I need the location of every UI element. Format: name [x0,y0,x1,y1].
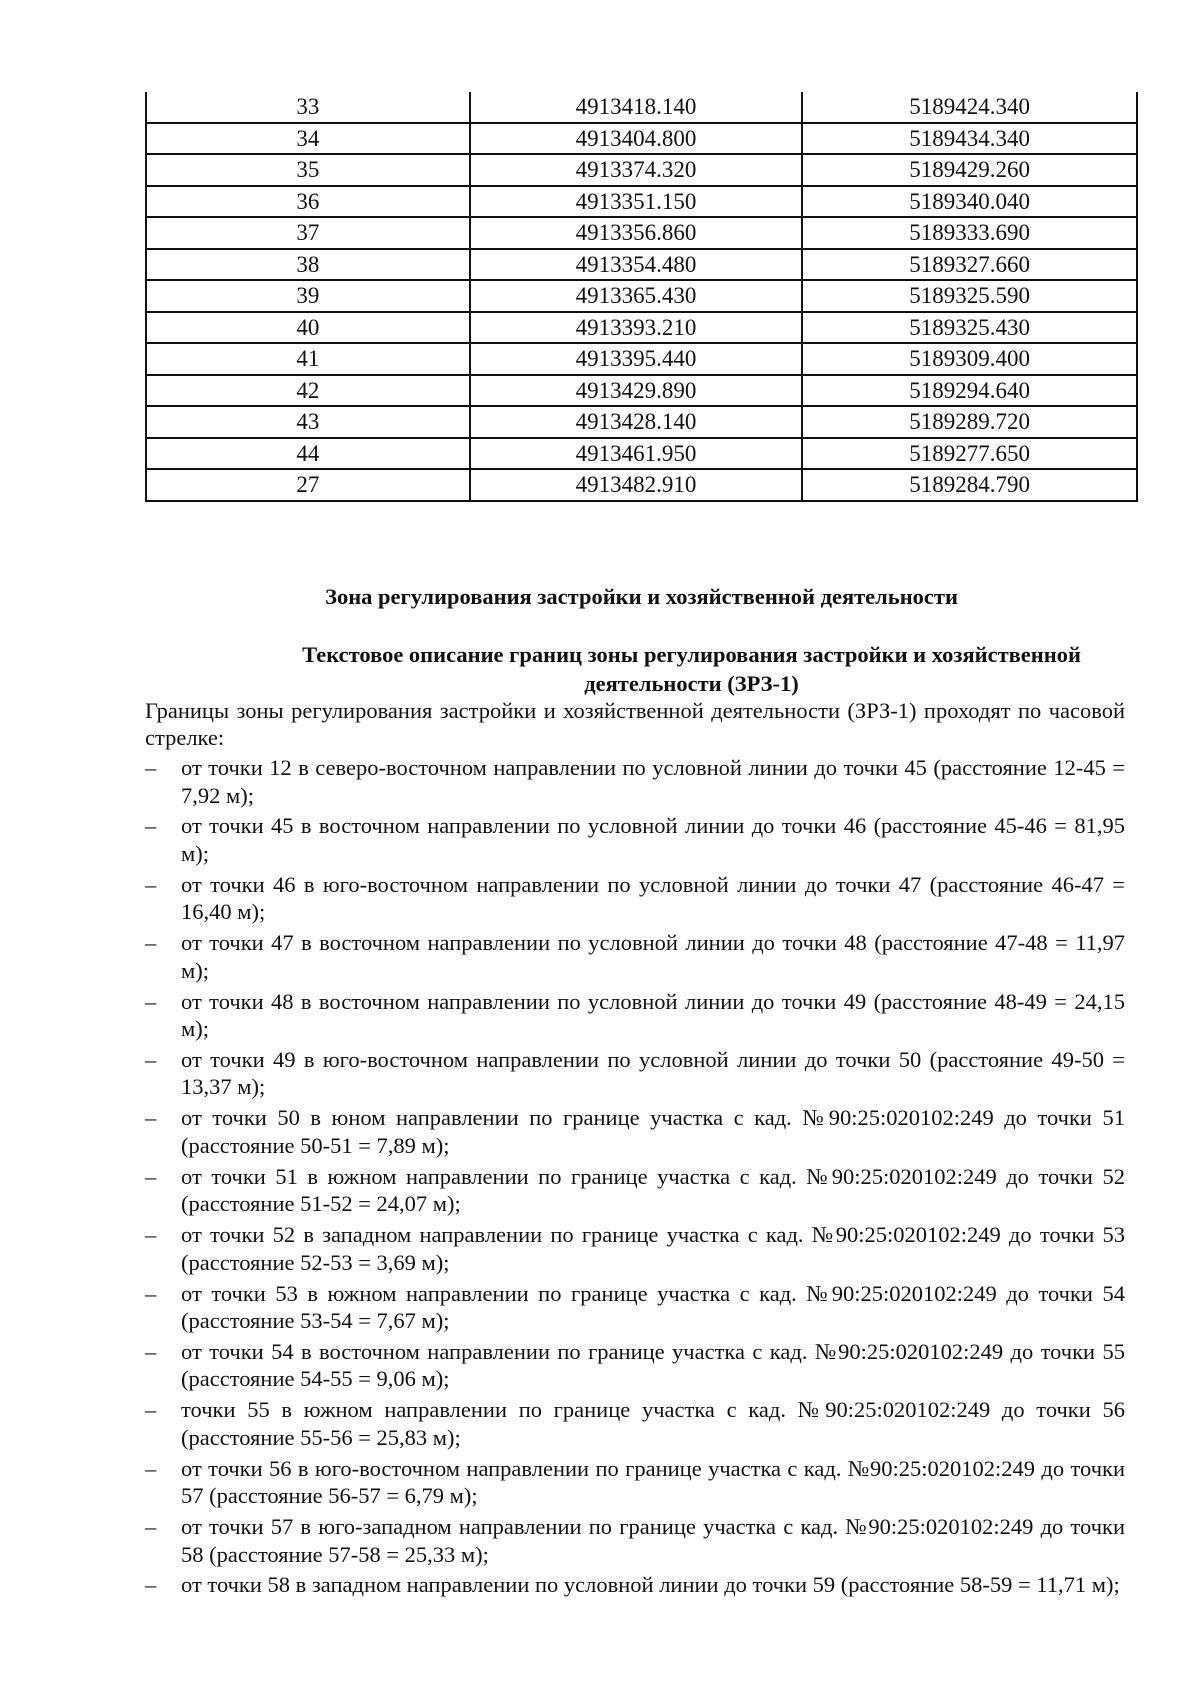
point-number-cell: 37 [146,217,470,249]
point-number-cell: 27 [146,469,470,501]
list-item [145,929,1125,984]
list-item [145,1221,1125,1276]
list-item [145,1396,1125,1451]
x-coordinate-cell: 4913428.140 [470,406,803,438]
list-item [145,1163,1125,1218]
dash-marker: – [145,1222,157,1248]
description-heading-line1: Текстовое описание границ зоны регулирования застройки и хозяйственной [302,642,1081,667]
intro-paragraph: Границы зоны регулирования застройки и хозяйственной деятельности (ЗРЗ-1) проходят по часовой стрелке: [145,698,1125,750]
x-coordinate-cell: 4913395.440 [470,343,803,375]
list-item [145,1104,1125,1159]
x-coordinate-cell: 4913404.800 [470,123,803,155]
list-item [145,988,1125,1043]
x-coordinate-cell: 4913356.860 [470,217,803,249]
x-coordinate-cell: 4913351.150 [470,186,803,218]
point-number-cell: 40 [146,312,470,344]
list-item [145,1280,1125,1335]
list-item-text: от точки 50 в юном направлении по границе участка с кад. №90:25:020102:249 до точки 51 (расстояние 50-51 = 7,89 м); [181,1105,1125,1158]
list-item-text: от точки 57 в юго-западном направлении по границе участка с кад. №90:25:020102:249 до точки 58 (расстояние 57-58 = 25,33 м); [181,1514,1125,1567]
point-number-cell: 35 [146,154,470,186]
list-item-text: от точки 47 в восточном направлении по условной линии до точки 48 (расстояние 47-48 = 11,97 м); [181,930,1125,983]
table-row [146,186,1137,218]
table-row [146,343,1137,375]
boundary-description-list [145,754,1125,1602]
list-item [145,1455,1125,1510]
list-item-text: от точки 51 в южном направлении по границе участка с кад. №90:25:020102:249 до точки 52 (расстояние 51-52 = 24,07 м); [181,1163,1125,1217]
list-item-text: от точки 45 в восточном направлении по условной линии до точки 46 (расстояние 45-46 = 81,95 м); [181,813,1125,866]
point-number-cell: 38 [146,249,470,281]
table-row [146,438,1137,470]
dash-marker: – [145,1572,157,1598]
point-number-cell: 44 [146,438,470,470]
list-item-text: от точки 56 в юго-восточном направлении по границе участка с кад. №90:25:020102:249 до точки 57 (расстояние 56-57 = 6,79 м); [181,1455,1125,1509]
coordinates-table-body [146,92,1137,501]
list-item-text: точки 55 в южном направлении по границе участка с кад. №90:25:020102:249 до точки 56 (расстояние 55-56 = 25,83 м); [181,1397,1125,1450]
x-coordinate-cell: 4913429.890 [470,375,803,407]
list-item [145,1046,1125,1101]
x-coordinate-cell: 4913393.210 [470,312,803,344]
coordinates-table [145,92,1138,502]
table-row [146,280,1137,312]
list-item-text: от точки 58 в западном направлении по условной линии до точки 59 (расстояние 58-59 = 11,71 м); [181,1572,1120,1598]
x-coordinate-cell: 4913354.480 [470,249,803,281]
list-item [145,871,1125,926]
table-row [146,406,1137,438]
list-item [145,812,1125,867]
dash-marker: – [145,755,157,780]
dash-marker: – [145,1163,157,1189]
table-row [146,249,1137,281]
list-item-text: от точки 46 в юго-восточном направлении по условной линии до точки 47 (расстояние 46-47 = 16,40 м); [181,871,1125,925]
list-item [145,1513,1125,1568]
point-number-cell: 43 [146,406,470,438]
point-number-cell: 42 [146,375,470,407]
dash-marker: – [145,1280,157,1306]
point-number-cell: 39 [146,280,470,312]
x-coordinate-cell: 4913482.910 [470,469,803,501]
list-item-text: от точки 54 в восточном направлении по границе участка с кад. №90:25:020102:249 до точки 55 (расстояние 54-55 = 9,06 м); [181,1338,1125,1392]
point-number-cell: 34 [146,123,470,155]
list-item [145,754,1125,809]
table-row [146,217,1137,249]
y-coordinate-cell: 5189309.400 [802,343,1137,375]
dash-marker: – [145,1455,157,1481]
list-item [145,1338,1125,1393]
dash-marker: – [145,1338,157,1364]
description-heading [145,640,1138,698]
dash-marker: – [145,1514,157,1540]
dash-marker: – [145,988,157,1014]
y-coordinate-cell: 5189284.790 [802,469,1137,501]
x-coordinate-cell: 4913374.320 [470,154,803,186]
y-coordinate-cell: 5189327.660 [802,249,1137,281]
table-row [146,312,1137,344]
list-item-text: от точки 52 в западном направлении по границе участка с кад. №90:25:020102:249 до точки 53 (расстояние 52-53 = 3,69 м); [181,1222,1125,1275]
list-item-text: от точки 48 в восточном направлении по условной линии до точки 49 (расстояние 48-49 = 24,15 м); [181,988,1125,1042]
list-item [145,1571,1125,1599]
y-coordinate-cell: 5189325.590 [802,280,1137,312]
table-row [146,154,1137,186]
y-coordinate-cell: 5189434.340 [802,123,1137,155]
point-number-cell: 36 [146,186,470,218]
dash-marker: – [145,871,157,897]
y-coordinate-cell: 5189289.720 [802,406,1137,438]
dash-marker: – [145,1397,157,1423]
dash-marker: – [145,813,157,839]
dash-marker: – [145,1105,157,1131]
x-coordinate-cell: 4913418.140 [470,92,803,123]
dash-marker: – [145,930,157,956]
description-heading-line2: деятельности (ЗРЗ-1) [584,671,799,696]
y-coordinate-cell: 5189333.690 [802,217,1137,249]
table-row [146,92,1137,123]
point-number-cell: 33 [146,92,470,123]
x-coordinate-cell: 4913461.950 [470,438,803,470]
y-coordinate-cell: 5189294.640 [802,375,1137,407]
zone-heading: Зона регулирования застройки и хозяйственной деятельности [325,584,958,609]
x-coordinate-cell: 4913365.430 [470,280,803,312]
y-coordinate-cell: 5189277.650 [802,438,1137,470]
y-coordinate-cell: 5189429.260 [802,154,1137,186]
point-number-cell: 41 [146,343,470,375]
y-coordinate-cell: 5189340.040 [802,186,1137,218]
list-item-text: от точки 12 в северо-восточном направлении по условной линии до точки 45 (расстояние 12-45 = 7,92 м); [181,755,1125,808]
table-row [146,469,1137,501]
list-item-text: от точки 49 в юго-восточном направлении по условной линии до точки 50 (расстояние 49-50 = 13,37 м); [181,1046,1125,1100]
table-row [146,123,1137,155]
y-coordinate-cell: 5189424.340 [802,92,1137,123]
y-coordinate-cell: 5189325.430 [802,312,1137,344]
dash-marker: – [145,1046,157,1072]
list-item-text: от точки 53 в южном направлении по границе участка с кад. №90:25:020102:249 до точки 54 (расстояние 53-54 = 7,67 м); [181,1280,1125,1334]
table-row [146,375,1137,407]
